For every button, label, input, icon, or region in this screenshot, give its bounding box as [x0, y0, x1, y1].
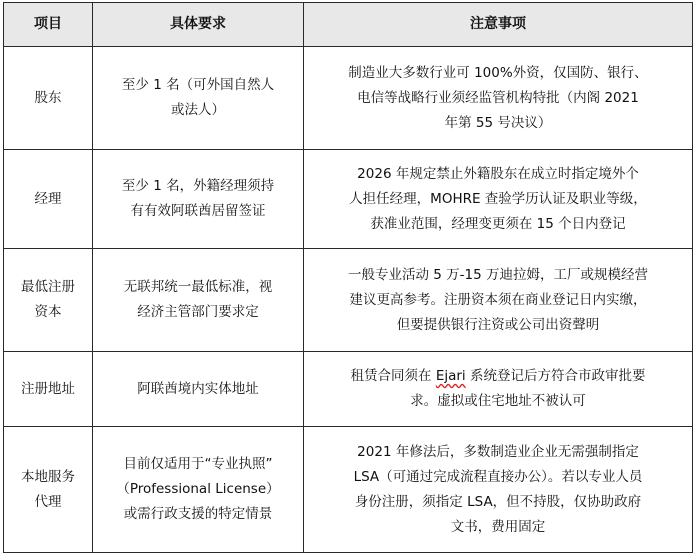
requirements-table — [3, 2, 693, 553]
item-cell: 股东 — [4, 47, 93, 150]
requirement-cell: 阿联酋境内实体地址 — [93, 352, 304, 427]
item-cell: 最低注册 资本 — [4, 249, 93, 352]
requirement-cell: 无联邦统一最低标准，视 经济主管部门要求定 — [93, 249, 304, 352]
table-row — [4, 150, 693, 249]
item-cell: 注册地址 — [4, 352, 93, 427]
notes-cell: 2026 年规定禁止外籍股东在成立时指定境外个 人担任经理，MOHRE 查验学历认证及职业等级， 获准业范围，经理变更须在 15 个日内登记 — [304, 150, 693, 249]
requirement-cell: 至少 1 名，外籍经理须持 有有效阿联酋居留签证 — [93, 150, 304, 249]
requirement-cell: 目前仅适用于“专业执照” （Professional License） 或需行政支援的特定情景 — [93, 427, 304, 553]
spellcheck-flagged-word: Ejari — [435, 368, 466, 384]
item-cell: 本地服务 代理 — [4, 427, 93, 553]
notes-cell — [304, 352, 693, 427]
table-row — [4, 249, 693, 352]
table-row — [4, 427, 693, 553]
header-requirement: 具体要求 — [93, 3, 304, 47]
requirement-cell: 至少 1 名（可外国自然人 或法人） — [93, 47, 304, 150]
header-item: 项目 — [4, 3, 93, 47]
notes-cell: 2021 年修法后，多数制造业企业无需强制指定 LSA（可通过完成流程直接办公）。若以专业人员 身份注册，须指定 LSA，但不持股，仅协助政府 文书，费用固定 — [304, 427, 693, 553]
table-row — [4, 352, 693, 427]
notes-text-after: 系统登记后方符合市政审批要 求。虚拟或住宅地址不被认可 — [410, 368, 646, 409]
notes-text-before: 租赁合同须在 — [350, 368, 436, 384]
item-cell: 经理 — [4, 150, 93, 249]
table-row — [4, 47, 693, 150]
requirements-table-container — [3, 2, 692, 553]
table-header-row — [4, 3, 693, 47]
notes-cell: 一般专业活动 5 万-15 万迪拉姆，工厂或规模经营 建议更高参考。注册资本须在商业登记日内实缴， 但要提供银行注资或公司出资聲明 — [304, 249, 693, 352]
notes-cell: 制造业大多数行业可 100%外资，仅国防、银行、 电信等战略行业须经监管机构特批（内阁 2021 年第 55 号决议） — [304, 47, 693, 150]
header-notes: 注意事项 — [304, 3, 693, 47]
